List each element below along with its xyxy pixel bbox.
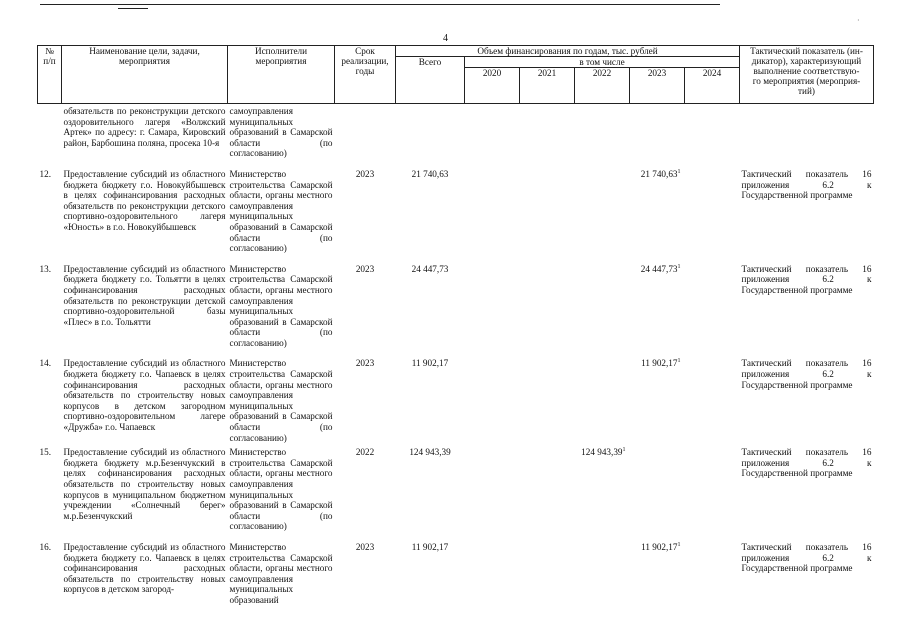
row-total: 124 943,39 (409, 447, 451, 458)
row-2023 (630, 358, 685, 443)
row-2020 (465, 169, 520, 264)
header-year-2020: 2020 (465, 68, 520, 104)
row-2022 (575, 264, 630, 359)
row-num: 14. (39, 358, 51, 369)
row-2024 (685, 106, 740, 169)
header-term: Срок реализации, годы (335, 46, 396, 104)
row-name: обязательств по реконструкции детского оздоровительного лагеря «Волжский Артек» по адресу: г. Самара, Кировский район, Барбошина поляна, просека 10-я (63, 106, 226, 148)
row-2022 (575, 447, 630, 542)
row-indicator (740, 106, 874, 169)
row-2023 (630, 447, 685, 542)
row-total: 24 447,73 (411, 263, 449, 274)
row-2020 (465, 358, 520, 443)
row-term (335, 106, 396, 169)
header-year-2022: 2022 (575, 68, 630, 104)
row-2021 (520, 542, 575, 606)
row-2020 (465, 106, 520, 169)
row-executors: Министерство строительства Самарской области, органы местного самоуправления муниципальных образований (229, 541, 333, 605)
row-2023-value: 24 447,73 (640, 263, 678, 274)
row-2021 (520, 264, 575, 359)
table-row (38, 169, 874, 264)
header-total: Всего (396, 57, 465, 104)
table-body (38, 104, 874, 606)
header-executors: Исполнители мероприятия (228, 46, 335, 104)
header-indicator: Тактический показатель (ин- дикатор), характеризующий выполнение соответствую- го мероприятия (мероприя- тий) (740, 46, 874, 104)
row-total: 11 902,17 (411, 358, 449, 369)
footnote-mark: 1 (677, 263, 681, 270)
scan-edge-line (40, 4, 720, 5)
row-executors: Министерство строительства Самарской области, органы местного самоуправления муниципальных образований в Самарской области (по согласованию) (229, 447, 333, 532)
row-name: Предоставление субсидий из областного бюджета бюджету г.о. Чапаевск в целях софинансирования расходных обязательств по строительству новых корпусов в детском загородном спортивно-оздоровительном лагере «Дружба» г.о. Чапаевск (63, 358, 226, 433)
row-2023-value: 11 902,17 (641, 358, 678, 369)
row-indicator: Тактический показатель 16 приложения 6.2 к Государственной программе (741, 447, 872, 479)
row-2021 (520, 447, 575, 542)
row-2024 (685, 169, 740, 264)
row-term: 2022 (355, 447, 375, 458)
table-row (38, 447, 874, 542)
row-indicator: Тактический показатель 16 приложения 6.2 к Государственной программе (741, 541, 872, 574)
header-num: № п/п (38, 46, 62, 104)
header-year-2021: 2021 (520, 68, 575, 104)
row-2021 (520, 358, 575, 443)
row-2022 (575, 169, 630, 264)
row-2023 (630, 106, 685, 169)
row-2023-value: 21 740,63 (640, 168, 678, 179)
row-name: Предоставление субсидий из областного бюджета бюджету г.о. Чапаевск в целях софинансирования расходных обязательств по строительству новых корпусов в детском загород- (63, 541, 226, 595)
scan-mark: · (857, 16, 860, 25)
footnote-mark: 1 (622, 447, 626, 454)
row-num: 16. (39, 541, 51, 552)
row-term: 2023 (355, 263, 375, 274)
header-name: Наименование цели, задачи, мероприятия (62, 46, 228, 104)
row-2022-value: 124 943,39 (581, 447, 623, 458)
row-2024 (685, 358, 740, 443)
header-financing: Объем финансирования по годам, тыс. рублей (396, 46, 740, 57)
row-2020 (465, 264, 520, 359)
row-executors: самоуправления муниципальных образований в Самарской области (по согласованию) (229, 106, 333, 159)
row-total: 21 740,63 (411, 168, 449, 179)
row-2023 (630, 169, 685, 264)
row-2020 (465, 542, 520, 606)
row-2022 (575, 358, 630, 443)
row-executors: Министерство строительства Самарской области, органы местного самоуправления муниципальных образований в Самарской области (по согласованию) (229, 168, 333, 254)
financing-table (37, 45, 874, 606)
row-2024 (685, 542, 740, 606)
row-total: 11 902,17 (411, 541, 449, 552)
row-name: Предоставление субсидий из областного бюджета бюджету м.р.Безенчукский в целях софинансирования расходных обязательств по строительству новых корпусов в муниципальном бюджетном учреждении «Солнечный берег» м.р.Безенчукский (63, 447, 226, 521)
row-2023 (630, 264, 685, 359)
row-2022 (575, 106, 630, 169)
scan-edge-line-short (118, 8, 148, 9)
row-indicator: Тактический показатель 16 приложения 6.2 к Государственной программе (741, 358, 872, 390)
row-2020 (465, 447, 520, 542)
row-num (38, 106, 62, 169)
row-num: 15. (39, 447, 51, 458)
row-executors: Министерство строительства Самарской области, органы местного самоуправления муниципальных образований в Самарской области (по согласованию) (229, 263, 333, 348)
row-2024 (685, 447, 740, 542)
header-year-2023: 2023 (630, 68, 685, 104)
row-2023-value: 11 902,17 (641, 541, 678, 552)
row-term: 2023 (355, 168, 375, 179)
header-including: в том числе (465, 57, 740, 68)
row-term: 2023 (355, 358, 375, 369)
row-total (396, 106, 465, 169)
header-year-2024: 2024 (685, 68, 740, 104)
row-name: Предоставление субсидий из областного бюджета бюджету г.о. Новокуйбышевск в целях софинансирования расходных обязательств по реконструкции детского спортивно-оздоровительного лагеря «Юность» в г.о. Новокуйбышевск (63, 168, 226, 232)
row-2023 (630, 542, 685, 606)
page-number: 4 (443, 33, 448, 44)
table-row (38, 358, 874, 443)
row-2022 (575, 542, 630, 606)
row-name: Предоставление субсидий из областного бюджета бюджету г.о. Тольятти в целях софинансирования расходных обязательств по реконструкции детской спортивно-оздоровительной базы «Плес» в г.о. Тольятти (63, 263, 226, 327)
footnote-mark: 1 (677, 358, 681, 365)
row-term: 2023 (355, 541, 375, 552)
row-2021 (520, 169, 575, 264)
row-num: 13. (39, 263, 51, 274)
row-2021 (520, 106, 575, 169)
table-row (38, 106, 874, 169)
row-indicator: Тактический показатель 16 приложения 6.2 к Государственной программе (741, 168, 872, 201)
footnote-mark: 1 (677, 541, 681, 548)
row-num: 12. (39, 168, 51, 179)
row-executors: Министерство строительства Самарской области, органы местного самоуправления муниципальных образований в Самарской области (по согласованию) (229, 358, 333, 443)
table-row (38, 542, 874, 606)
row-2024 (685, 264, 740, 359)
row-indicator: Тактический показатель 16 приложения 6.2 к Государственной программе (741, 263, 872, 295)
financing-table-wrapper (37, 45, 874, 606)
footnote-mark: 1 (677, 168, 681, 175)
table-row (38, 264, 874, 359)
